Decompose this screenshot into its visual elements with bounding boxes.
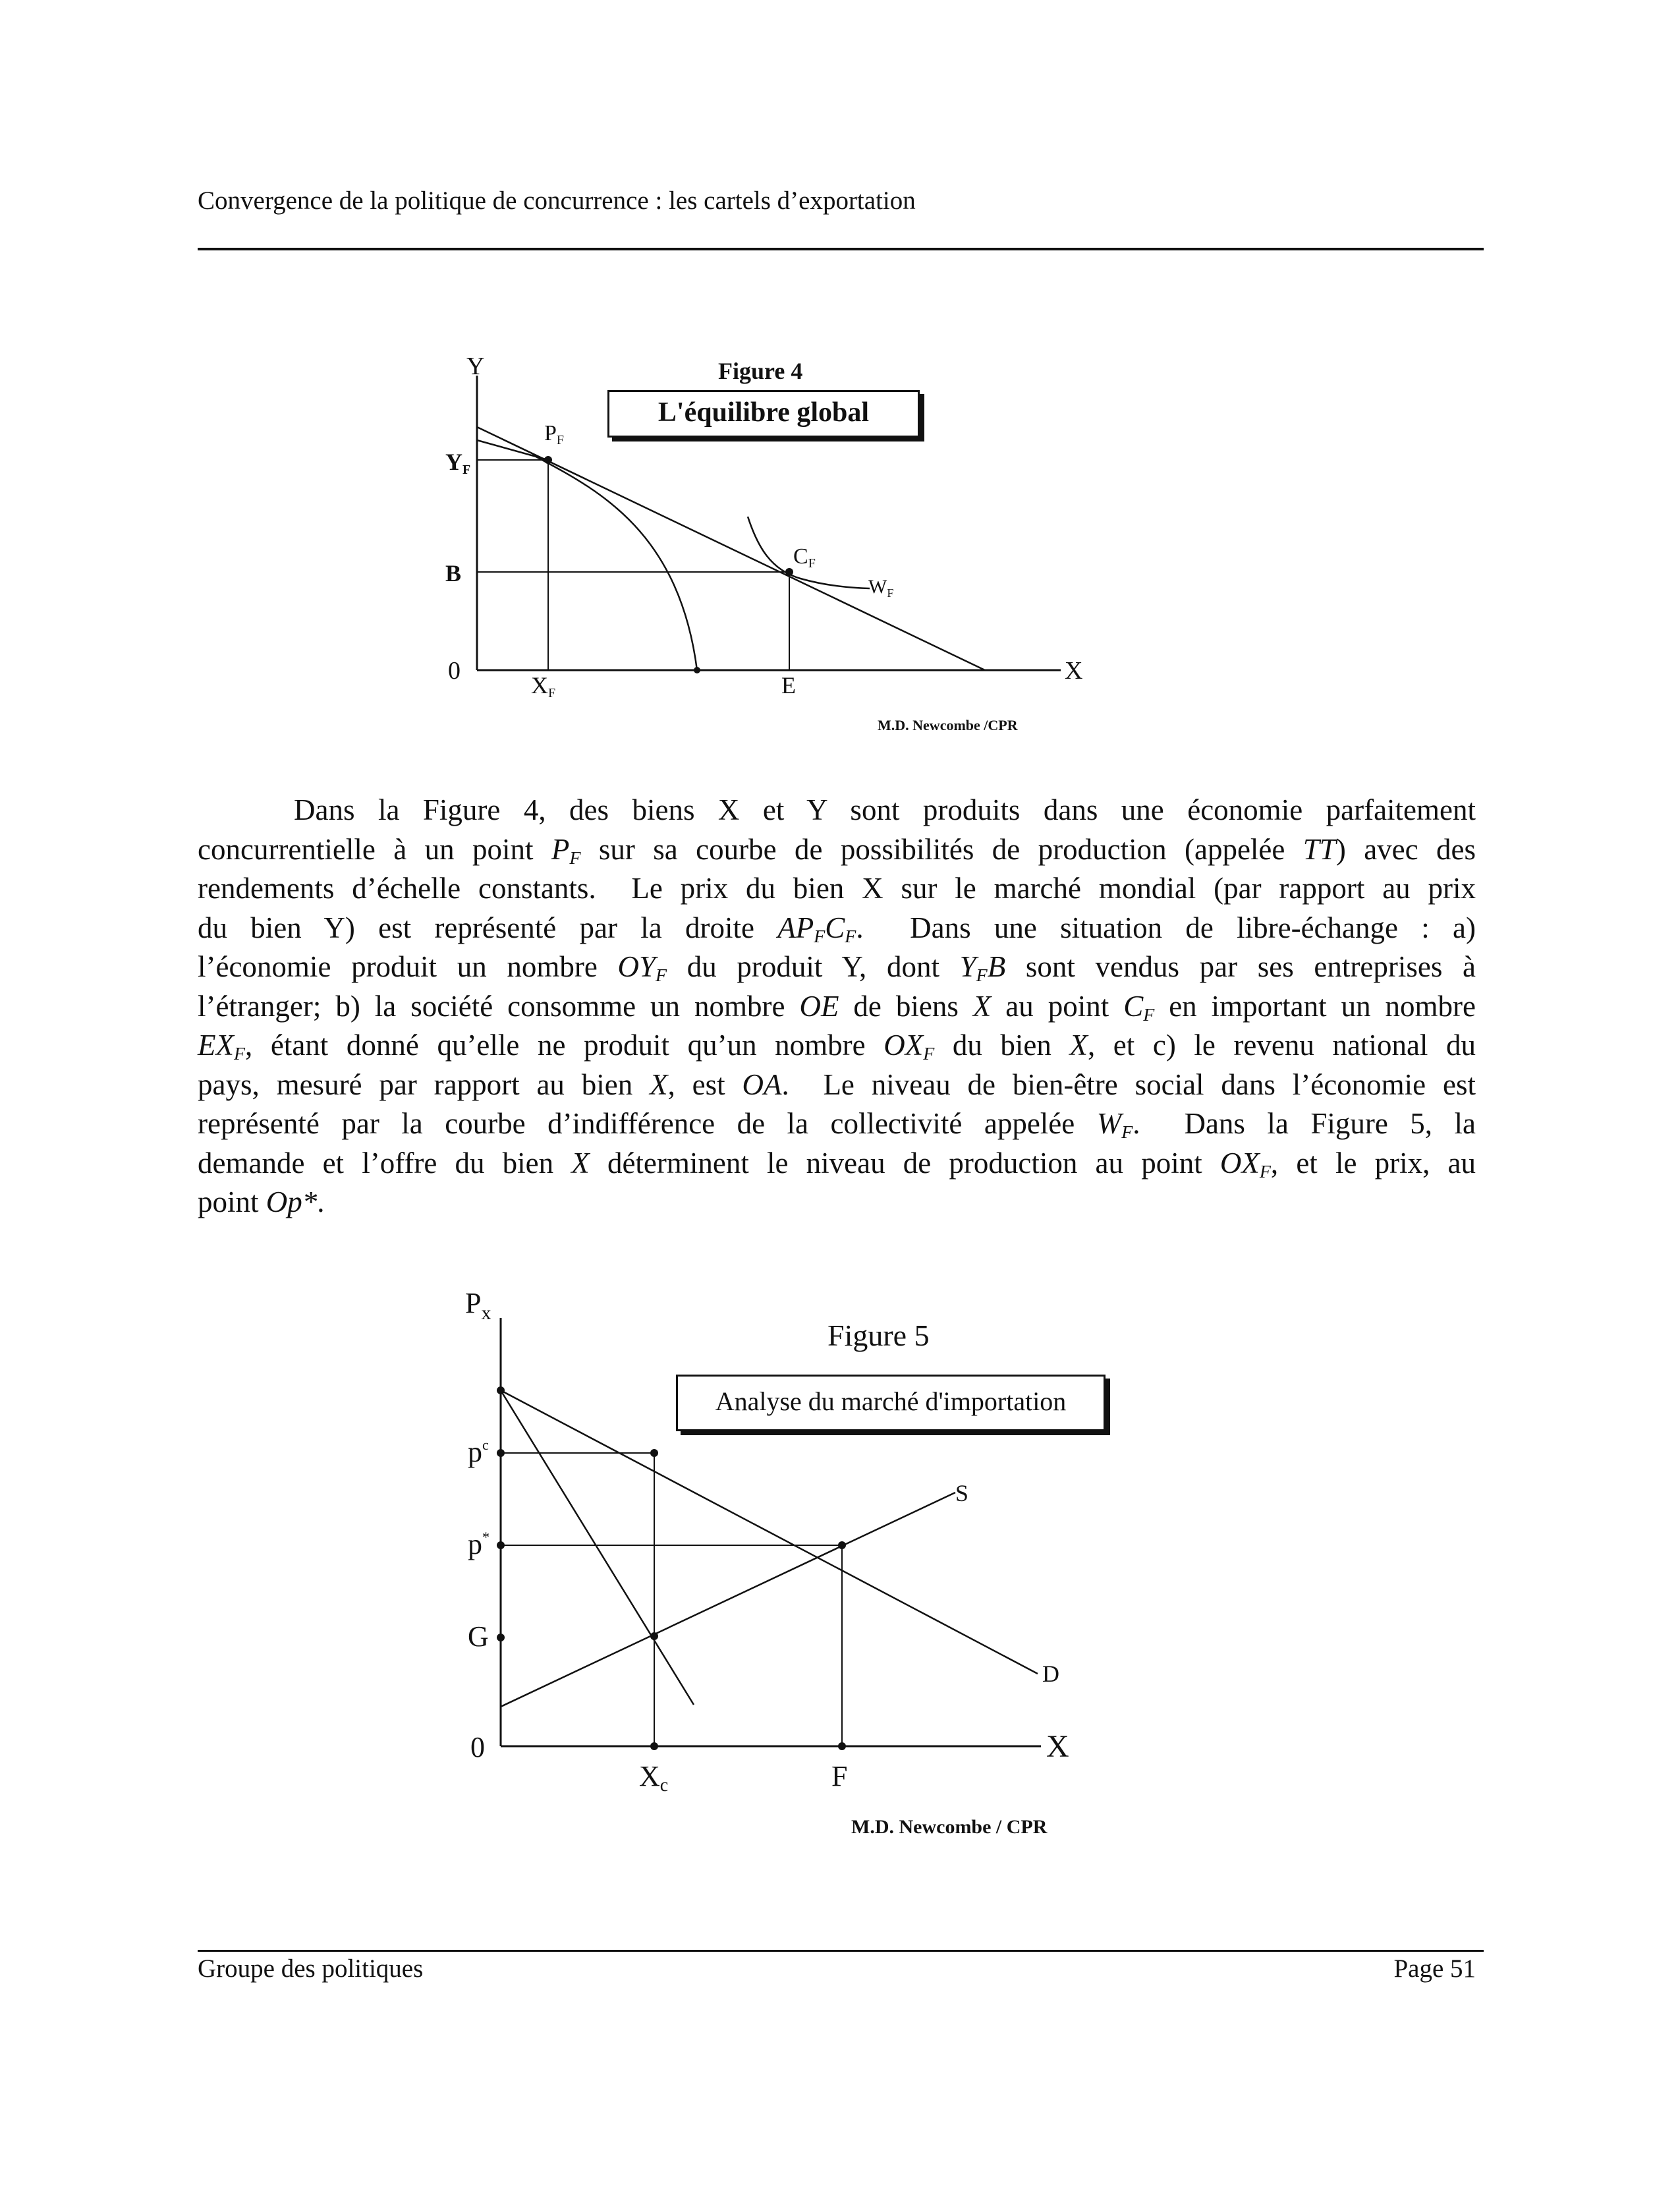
fig5-point-pstar-axis (497, 1541, 505, 1549)
fig5-label: Figure 5 (827, 1319, 930, 1352)
paragraph-line-4: du bien Y) est représenté par la droite $AP_FC_F$. Dans une situation de libre-échange : a) (198, 911, 1476, 947)
fig5-point-supply-xc (650, 1632, 658, 1640)
figure-4 (0, 329, 1680, 758)
fig4-price-line (477, 427, 985, 670)
paragraph-line-5: l’économie produit un nombre $OY_F$ du produit Y, dont $Y_FB$ sont vendus par ses entreprises à (198, 950, 1476, 986)
paragraph-line-10: demande et l’offre du bien X déterminent le niveau de production au point $OX_F$, et le prix, au (198, 1146, 1476, 1182)
fig5-point-equilibrium (838, 1541, 846, 1549)
header-rule (198, 248, 1484, 250)
fig5-axis-x-label: X (1046, 1729, 1069, 1764)
fig5-ytick-pc: $p^c$ (468, 1436, 489, 1468)
fig5-curve-d-label: D (1042, 1661, 1059, 1687)
fig4-point-cf (785, 568, 793, 576)
fig5-point-g-axis (497, 1634, 505, 1641)
fig5-xtick-f: F (831, 1760, 848, 1792)
figure-5-diagram (0, 1278, 1680, 1858)
fig4-point-cf-label: CF (793, 544, 816, 571)
fig5-demand-line (501, 1390, 1038, 1674)
paragraph-line-2: concurrentielle à un point $P_F$ sur sa courbe de possibilités de production (appelée TT) avec des (198, 832, 1476, 868)
paragraph-line-3: rendements d’échelle constants. Le prix du bien X sur le marché mondial (par rapport au prix (198, 872, 1476, 905)
fig5-axis-y-label: $P_x$ (465, 1287, 491, 1324)
fig4-title: L'équilibre global (658, 397, 870, 428)
fig5-xtick-xc: Xc (639, 1760, 669, 1796)
paragraph-line-6: l’étranger; b) la société consomme un nombre OE de biens X au point $C_F$ en important un nombre (198, 989, 1476, 1025)
fig5-point-pc-axis (497, 1449, 505, 1457)
figure-5 (0, 1278, 1680, 1858)
fig4-curve-wf-label: $W_F$ (868, 576, 894, 600)
fig5-supply-line (501, 1493, 955, 1707)
fig5-curve-s-label: S (955, 1480, 969, 1506)
footer-page-number: Page 51 (1393, 1954, 1476, 1983)
fig4-origin-label: 0 (448, 657, 461, 685)
fig5-credit: M.D. Newcombe / CPR (851, 1816, 1048, 1838)
fig4-ytick-yf: YF (445, 449, 471, 477)
fig5-ytick-pstar: p* (468, 1528, 490, 1560)
fig5-point-intercept (497, 1386, 505, 1394)
fig4-point-pf (544, 456, 552, 464)
fig4-point-tt-x (694, 667, 700, 673)
fig5-steep-demand-line (501, 1390, 694, 1705)
paragraph-line-1: Dans la Figure 4, des biens X et Y sont produits dans une économie parfaitement (294, 793, 1476, 826)
fig4-xtick-e: E (781, 672, 796, 698)
body-paragraph (198, 791, 1476, 1222)
paragraph-line-7: $EX_F$, étant donné qu’elle ne produit qu’un nombre $OX_F$ du bien X, et c) le revenu national du (198, 1029, 1476, 1064)
paragraph-line-11: point Op*. (198, 1185, 325, 1218)
fig5-title: Analyse du marché d'importation (715, 1386, 1067, 1416)
fig5-ytick-g: G (468, 1620, 489, 1653)
fig5-point-f-axis (838, 1742, 846, 1750)
fig4-production-curve (532, 455, 697, 670)
fig4-axis-x-label: X (1065, 657, 1083, 685)
fig4-indifference-curve (748, 517, 870, 588)
fig5-title-box (676, 1375, 1106, 1431)
footer-rule (198, 1950, 1484, 1952)
fig5-point-xc-axis (650, 1742, 658, 1750)
fig5-point-demand-pc (650, 1449, 658, 1457)
fig4-point-pf-label: PF (544, 421, 565, 447)
running-header: Convergence de la politique de concurrence : les cartels d’exportation (198, 186, 916, 215)
fig5-origin-label: 0 (470, 1731, 485, 1763)
fig4-credit: M.D. Newcombe /CPR (878, 717, 1018, 733)
fig4-axis-y-label: Y (466, 353, 485, 380)
fig4-label: Figure 4 (718, 358, 803, 384)
fig4-xtick-xf: XF (531, 672, 556, 700)
paragraph-line-9: représenté par la courbe d’indifférence de la collectivité appelée $W_F$. Dans la Figure 5, la (198, 1107, 1476, 1143)
fig4-title-box (607, 390, 920, 438)
fig4-ytick-b: B (445, 560, 462, 586)
footer-group: Groupe des politiques (198, 1954, 424, 1983)
paragraph-line-8: pays, mesuré par rapport au bien X, est OA. Le niveau de bien-être social dans l’économie est (198, 1067, 1476, 1101)
